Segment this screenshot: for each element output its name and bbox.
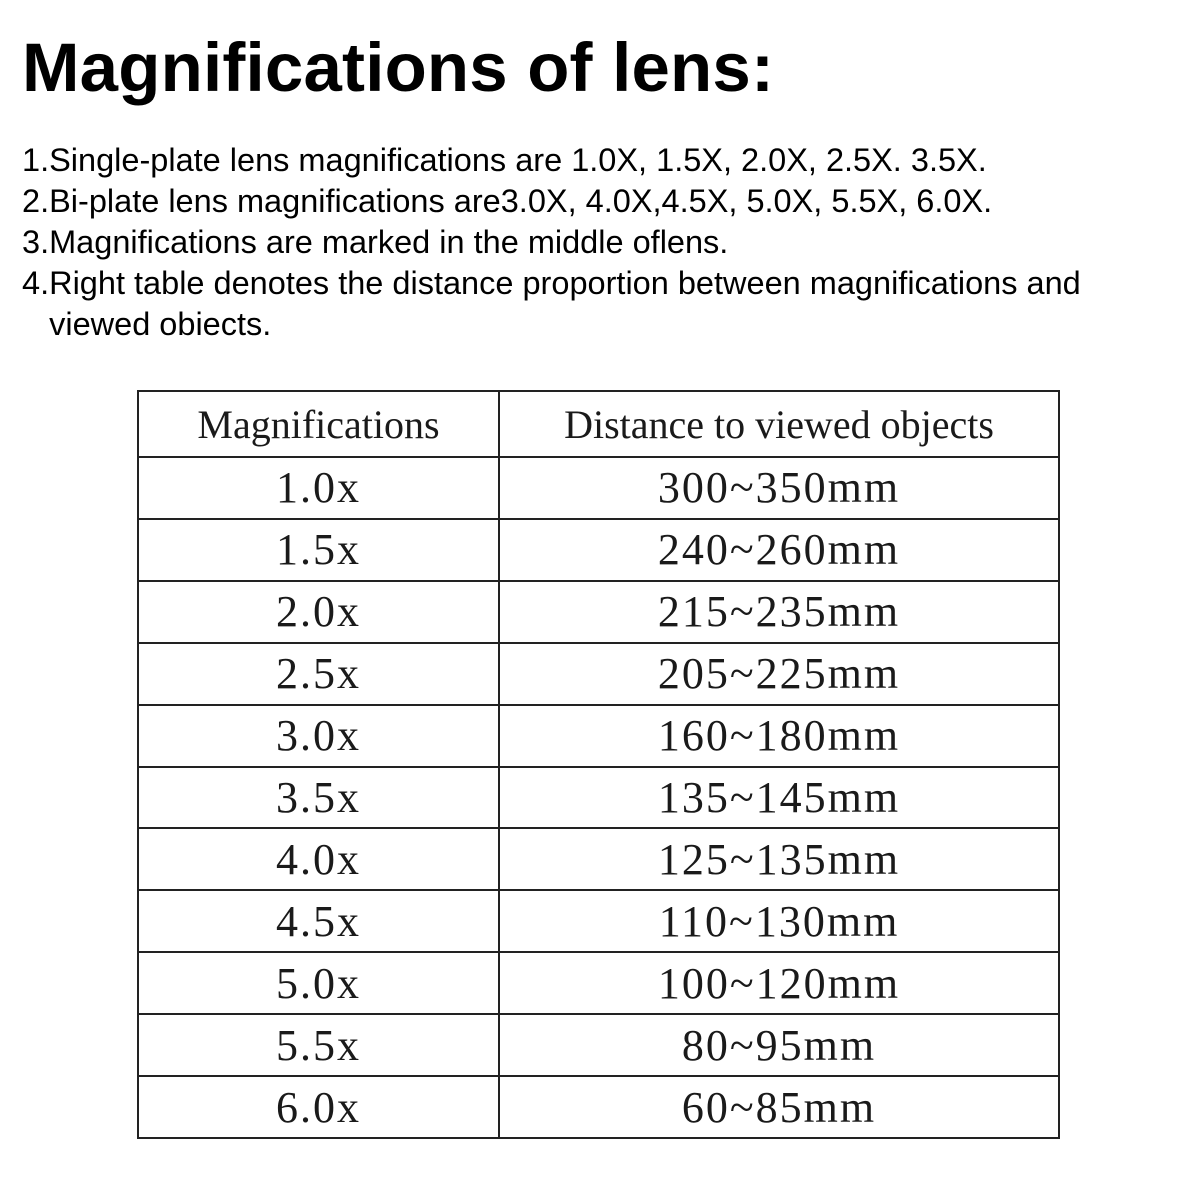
note-item bbox=[22, 140, 1182, 181]
distance-cell: 205~225mm bbox=[499, 643, 1059, 705]
table-row bbox=[138, 1014, 1059, 1076]
table-row bbox=[138, 457, 1059, 519]
magnification-cell: 2.5x bbox=[138, 643, 499, 705]
distance-cell: 160~180mm bbox=[499, 705, 1059, 767]
note-number: 4. bbox=[22, 265, 50, 301]
magnification-cell: 1.5x bbox=[138, 519, 499, 581]
page-title: Magnifications of lens: bbox=[22, 29, 775, 106]
distance-cell: 125~135mm bbox=[499, 828, 1059, 890]
magnification-cell: 4.0x bbox=[138, 828, 499, 890]
note-text: Magnifications are marked in the middle oflens. bbox=[49, 224, 729, 260]
magnification-cell: 5.0x bbox=[138, 952, 499, 1014]
notes-list bbox=[22, 140, 1182, 345]
magnification-cell: 1.0x bbox=[138, 457, 499, 519]
table-row bbox=[138, 705, 1059, 767]
magnification-table bbox=[137, 390, 1060, 1139]
table-row bbox=[138, 581, 1059, 643]
header-distance: Distance to viewed objects bbox=[499, 391, 1059, 457]
table-header-row bbox=[138, 391, 1059, 457]
magnification-cell: 4.5x bbox=[138, 890, 499, 952]
magnification-cell: 2.0x bbox=[138, 581, 499, 643]
distance-cell: 80~95mm bbox=[499, 1014, 1059, 1076]
distance-cell: 60~85mm bbox=[499, 1076, 1059, 1138]
table-row bbox=[138, 519, 1059, 581]
distance-cell: 100~120mm bbox=[499, 952, 1059, 1014]
note-text: Right table denotes the distance proportion between magnifications and viewed obiects. bbox=[49, 265, 1081, 342]
distance-cell: 240~260mm bbox=[499, 519, 1059, 581]
note-item bbox=[22, 263, 1182, 345]
table-row bbox=[138, 1076, 1059, 1138]
magnification-cell: 3.5x bbox=[138, 767, 499, 829]
table-row bbox=[138, 767, 1059, 829]
magnification-cell: 5.5x bbox=[138, 1014, 499, 1076]
table-row bbox=[138, 828, 1059, 890]
note-item bbox=[22, 181, 1182, 222]
distance-cell: 110~130mm bbox=[499, 890, 1059, 952]
distance-cell: 135~145mm bbox=[499, 767, 1059, 829]
note-number: 3. bbox=[22, 224, 50, 260]
magnification-cell: 3.0x bbox=[138, 705, 499, 767]
note-number: 1. bbox=[22, 142, 50, 178]
magnification-table-container bbox=[137, 390, 1058, 1139]
table-row bbox=[138, 952, 1059, 1014]
magnification-cell: 6.0x bbox=[138, 1076, 499, 1138]
distance-cell: 215~235mm bbox=[499, 581, 1059, 643]
header-magnifications: Magnifications bbox=[138, 391, 499, 457]
note-text: Single-plate lens magnifications are 1.0X, 1.5X, 2.0X, 2.5X. 3.5X. bbox=[49, 142, 987, 178]
note-item bbox=[22, 222, 1182, 263]
note-text: Bi-plate lens magnifications are3.0X, 4.0X,4.5X, 5.0X, 5.5X, 6.0X. bbox=[49, 183, 993, 219]
distance-cell: 300~350mm bbox=[499, 457, 1059, 519]
note-number: 2. bbox=[22, 183, 50, 219]
table-row bbox=[138, 643, 1059, 705]
table-row bbox=[138, 890, 1059, 952]
